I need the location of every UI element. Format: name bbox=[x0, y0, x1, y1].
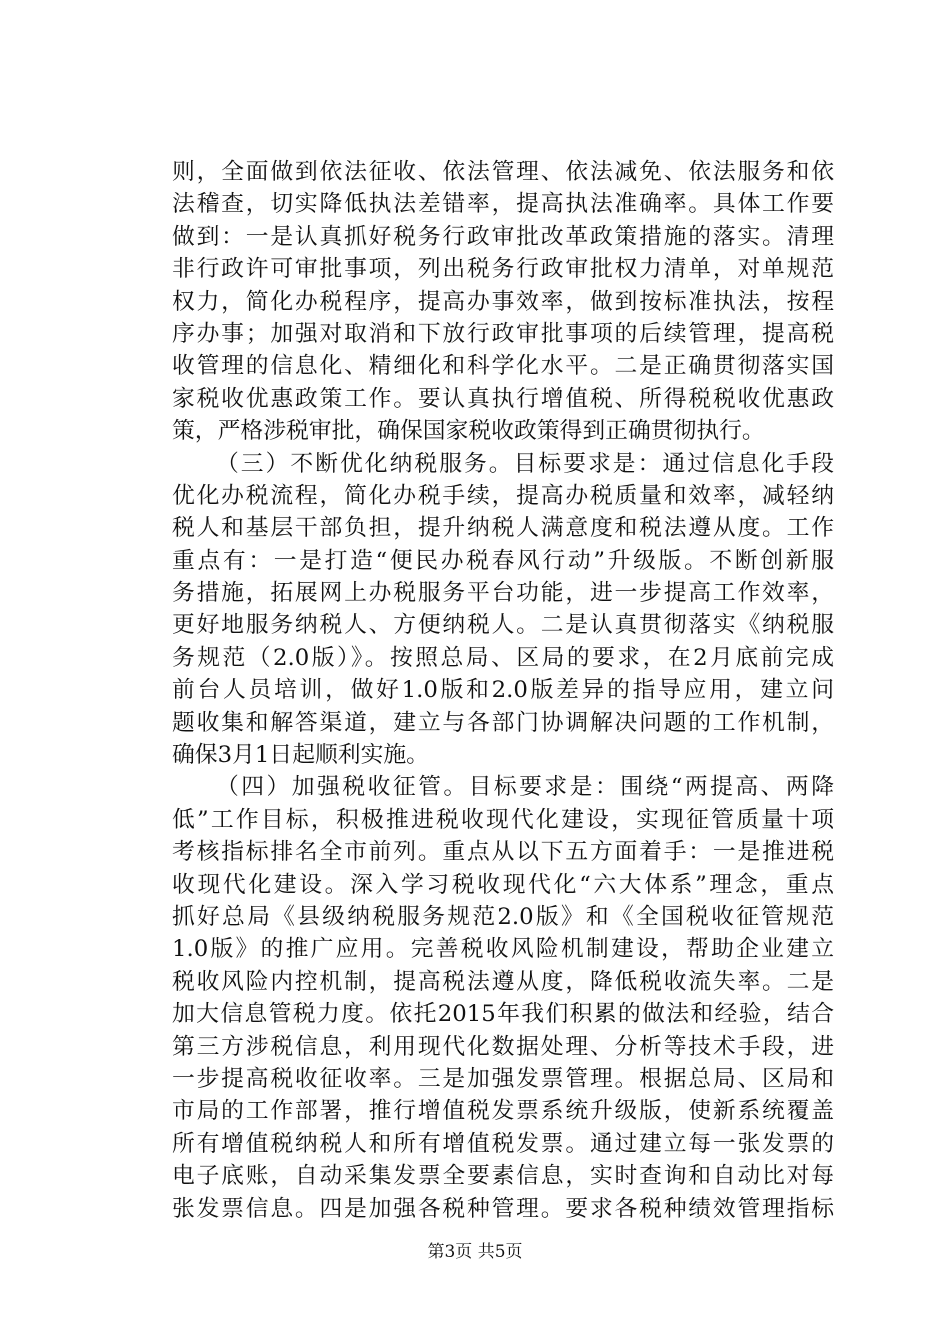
text-line: 抓好总局《县级纳税服务规范2.0版》和《全国税收征管规范 bbox=[172, 903, 834, 930]
text-line: 更好地服务纳税人、方便纳税人。二是认真贯彻落实《纳税服 bbox=[172, 612, 834, 639]
page-number-footer: 第3页 共5页 bbox=[427, 1242, 523, 1262]
text-line: 前台人员培训，做好1.0版和2.0版差异的指导应用，建立问 bbox=[172, 677, 834, 704]
text-line: 法稽查，切实降低执法差错率，提高执法准确率。具体工作要 bbox=[172, 191, 834, 218]
text-line: 低”工作目标，积极推进税收现代化建设，实现征管质量十项 bbox=[172, 806, 834, 833]
text-line: 家税收优惠政策工作。要认真执行增值税、所得税税收优惠政 bbox=[172, 385, 834, 412]
text-line: 考核指标排名全市前列。重点从以下五方面着手：一是推进税 bbox=[172, 839, 834, 866]
text-line: 第三方涉税信息，利用现代化数据处理、分析等技术手段，进 bbox=[172, 1033, 834, 1060]
text-line: 权力，简化办税程序，提高办事效率，做到按标准执法，按程 bbox=[172, 288, 834, 315]
text-line: 税人和基层干部负担，提升纳税人满意度和税法遵从度。工作 bbox=[172, 515, 834, 542]
section-heading-line: （四）加强税收征管。目标要求是：围绕“两提高、两降 bbox=[216, 774, 834, 801]
text-line: 题收集和解答渠道，建立与各部门协调解决问题的工作机制， bbox=[172, 709, 834, 736]
text-line: 一步提高税收征收率。三是加强发票管理。根据总局、区局和 bbox=[172, 1065, 834, 1092]
text-line: 务规范（2.0版）》。按照总局、区局的要求，在2月底前完成 bbox=[172, 644, 834, 671]
text-line: 重点有：一是打造“便民办税春风行动”升级版。不断创新服 bbox=[172, 547, 834, 574]
text-line: 税收风险内控机制，提高税法遵从度，降低税收流失率。二是 bbox=[172, 968, 834, 995]
text-line: 1.0版》的推广应用。完善税收风险机制建设，帮助企业建立 bbox=[172, 936, 834, 963]
text-line: 务措施，拓展网上办税服务平台功能，进一步提高工作效率， bbox=[172, 580, 834, 607]
text-line: 则，全面做到依法征收、依法管理、依法减免、依法服务和依 bbox=[172, 159, 834, 185]
text-line: 收现代化建设。深入学习税收现代化“六大体系”理念，重点 bbox=[172, 871, 834, 898]
text-line: 做到：一是认真抓好税务行政审批改革政策措施的落实。清理 bbox=[172, 223, 834, 250]
text-line: 优化办税流程，简化办税手续，提高办税质量和效率，减轻纳 bbox=[172, 482, 834, 509]
text-line: 收管理的信息化、精细化和科学化水平。二是正确贯彻落实国 bbox=[172, 353, 834, 380]
text-line: 确保3月1日起顺利实施。 bbox=[172, 742, 429, 769]
text-line: 加大信息管税力度。依托2015年我们积累的做法和经验，结合 bbox=[172, 1001, 834, 1028]
document-body bbox=[172, 156, 834, 1225]
text-line: 所有增值税纳税人和所有增值税发票。通过建立每一张发票的 bbox=[172, 1130, 834, 1157]
text-line: 张发票信息。四是加强各税种管理。要求各税种绩效管理指标 bbox=[172, 1195, 834, 1222]
text-line: 序办事；加强对取消和下放行政审批事项的后续管理，提高税 bbox=[172, 320, 834, 347]
section-heading-line: （三）不断优化纳税服务。目标要求是：通过信息化手段 bbox=[216, 450, 834, 477]
text-line: 非行政许可审批事项，列出税务行政审批权力清单，对单规范 bbox=[172, 256, 834, 283]
text-line: 策，严格涉税审批，确保国家税收政策得到正确贯彻执行。 bbox=[172, 418, 765, 445]
text-line: 电子底账，自动采集发票全要素信息，实时查询和自动比对每 bbox=[172, 1163, 834, 1190]
text-line: 市局的工作部署，推行增值税发票系统升级版，使新系统覆盖 bbox=[172, 1098, 834, 1125]
